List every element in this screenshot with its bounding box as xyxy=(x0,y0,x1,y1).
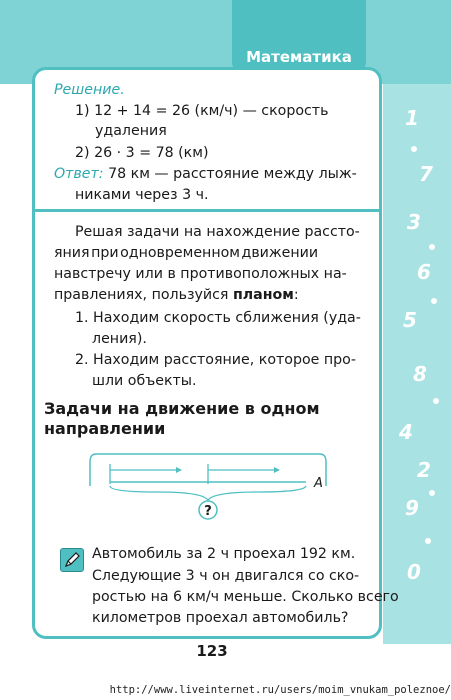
rule-line-2: яния при одновременном движении xyxy=(54,245,319,261)
rule-item-2-cont: шли объекты. xyxy=(92,373,197,389)
motion-diagram xyxy=(88,452,328,534)
answer-line xyxy=(54,164,357,184)
rule-keyword: планом xyxy=(232,287,294,303)
question-mark: ? xyxy=(204,504,212,519)
section-heading-line-1: Задачи на движение в одном xyxy=(44,399,320,418)
total-brace xyxy=(110,486,306,500)
rule-item-1-cont: ления). xyxy=(92,331,147,347)
problem-line-2: Следующие 3 ч он двигался со ско- xyxy=(92,568,360,584)
side-digit: 2 xyxy=(417,458,431,482)
side-digit: 6 xyxy=(417,260,431,284)
side-digit: 7 xyxy=(419,162,433,186)
answer-label: Ответ: xyxy=(54,166,104,182)
watermark-url: http://www.liveinternet.ru/users/moim_vnukam_poleznoe/ xyxy=(109,684,451,696)
solution-step-2: 2) 26 · 3 = 78 (км) xyxy=(75,145,209,161)
answer-text: 78 км — расстояние между лыж- xyxy=(103,166,357,182)
side-digit: 8 xyxy=(413,362,427,386)
side-dot xyxy=(411,146,417,152)
rule-line-4-pre: правлениях, пользуйся xyxy=(54,287,233,303)
answer-cont: никами через 3 ч. xyxy=(75,187,209,203)
card-divider xyxy=(32,209,382,212)
solution-label: Решение. xyxy=(54,82,125,98)
side-dot xyxy=(431,298,437,304)
rule-line-1: Решая задачи на нахождение рассто- xyxy=(75,224,360,240)
side-digit: 4 xyxy=(399,420,413,444)
side-dot xyxy=(429,244,435,250)
solution-step-1-cont: удаления xyxy=(95,123,167,139)
rule-line-4-post: : xyxy=(293,287,299,303)
page-number: 123 xyxy=(196,642,228,660)
side-dot xyxy=(429,490,435,496)
solution-step-1: 1) 12 + 14 = 26 (км/ч) — скорость xyxy=(75,103,329,119)
side-digit: 9 xyxy=(405,496,419,520)
rule-line-4 xyxy=(54,285,299,305)
subject-title: Математика xyxy=(246,48,352,66)
point-a-label: A xyxy=(314,476,323,491)
rule-item-2: 2. Находим расстояние, которое про- xyxy=(75,352,356,368)
problem-line-3: ростью на 6 км/ч меньше. Сколько всего xyxy=(92,589,399,605)
side-digit: 5 xyxy=(403,308,417,332)
side-dot xyxy=(425,538,431,544)
arrow-head-2 xyxy=(274,467,280,473)
side-digit: 3 xyxy=(407,210,421,234)
problem-line-1: Автомобиль за 2 ч проехал 192 км. xyxy=(92,546,356,562)
rule-line-3: навстречу или в противоположных на- xyxy=(54,266,347,282)
problem-line-4: километров проехал автомобиль? xyxy=(92,610,349,626)
arrow-head-1 xyxy=(176,467,182,473)
side-dot xyxy=(433,398,439,404)
side-digit: 0 xyxy=(407,560,421,584)
pencil-icon xyxy=(60,548,84,572)
side-decor-strip xyxy=(383,84,451,644)
side-digit: 1 xyxy=(405,106,419,130)
section-heading-line-2: направлении xyxy=(44,419,166,438)
rule-item-1: 1. Находим скорость сближения (уда- xyxy=(75,310,361,326)
